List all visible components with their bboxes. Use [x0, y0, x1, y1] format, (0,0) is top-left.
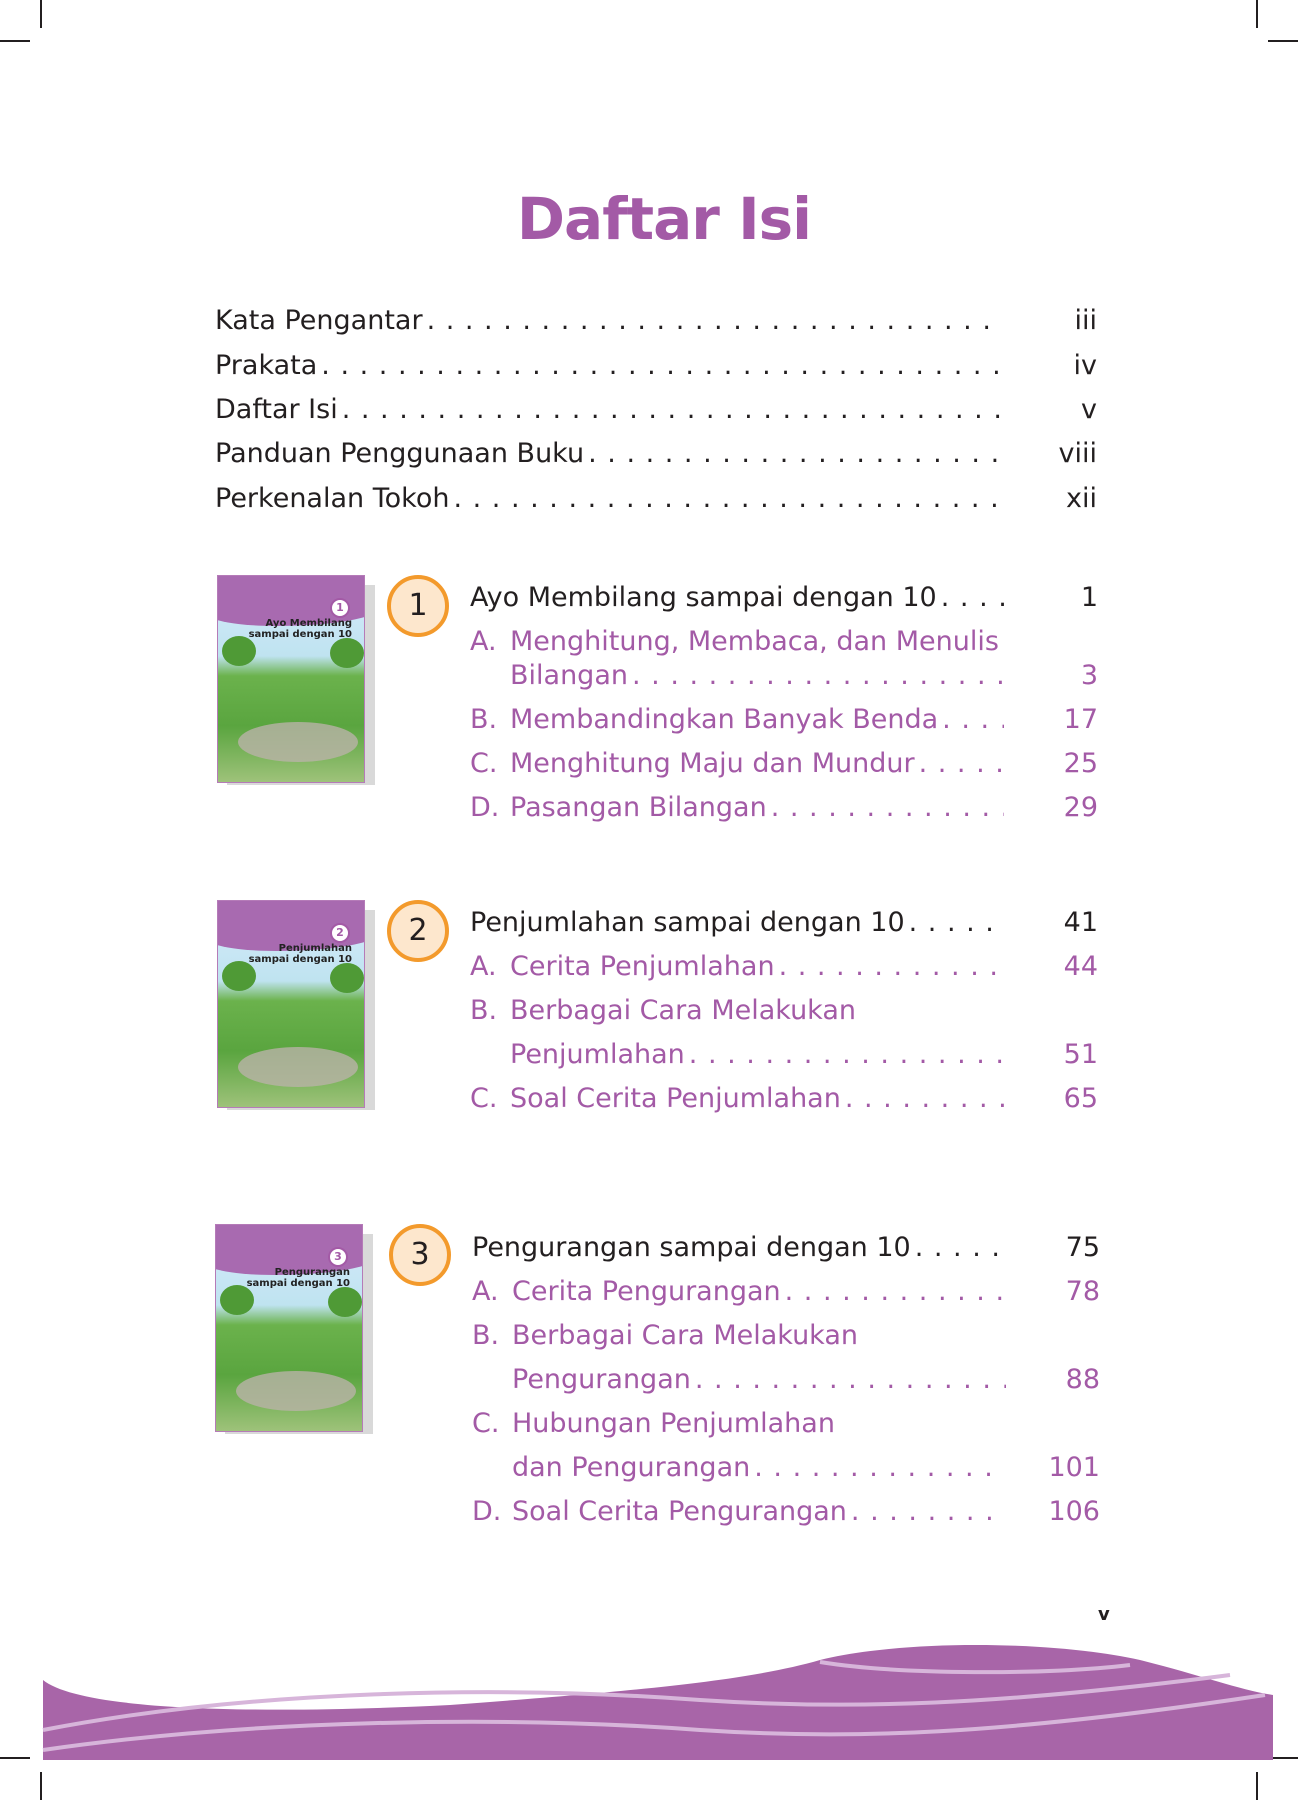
dot-leader [754, 1452, 1006, 1483]
section-title: Penjumlahan [510, 1039, 685, 1070]
cover-chapter-number: 3 [328, 1247, 348, 1267]
chapter-title: Ayo Membilang sampai dengan 10 [470, 582, 937, 613]
chapter-1-cover-thumbnail [217, 575, 365, 783]
toc-page: viii [1058, 438, 1097, 469]
cover-chapter-number: 1 [330, 598, 350, 618]
toc-page: iv [1073, 350, 1097, 381]
section-letter: B. [470, 704, 498, 735]
section-letter: A. [470, 951, 497, 982]
section-title: Hubungan Penjumlahan [512, 1408, 835, 1439]
section-entry[interactable] [470, 995, 1098, 1026]
dot-leader [588, 438, 1003, 469]
section-title: Menghitung, Membaca, dan Menulis [510, 626, 999, 657]
toc-entry[interactable] [215, 350, 1097, 381]
dot-leader [771, 792, 1004, 823]
crop-mark [1268, 40, 1298, 42]
dot-leader [632, 660, 1004, 691]
section-entry[interactable] [470, 951, 1098, 982]
chapter-number-badge: 2 [387, 900, 449, 962]
section-title: Membandingkan Banyak Benda [510, 704, 939, 735]
section-title: dan Pengurangan [512, 1452, 751, 1483]
page-title: Daftar Isi [516, 185, 812, 253]
section-entry[interactable] [470, 1083, 1098, 1114]
section-title: Soal Cerita Pengurangan [512, 1496, 847, 1527]
chapter-title: Penjumlahan sampai dengan 10 [470, 907, 905, 938]
toc-page: 29 [1063, 792, 1098, 823]
chapter-number-badge: 3 [389, 1224, 451, 1286]
section-letter: D. [472, 1496, 502, 1527]
toc-label: Kata Pengantar [215, 305, 423, 336]
section-letter: A. [470, 626, 497, 657]
section-entry[interactable] [470, 748, 1098, 779]
section-letter: C. [472, 1408, 500, 1439]
dot-leader [851, 1496, 1006, 1527]
section-title: Soal Cerita Penjumlahan [510, 1083, 841, 1114]
section-entry-continued[interactable] [512, 1452, 1100, 1483]
toc-page: 17 [1063, 704, 1098, 735]
toc-entry[interactable] [215, 394, 1097, 425]
toc-entry[interactable] [215, 305, 1097, 336]
dot-leader [915, 1232, 1006, 1263]
dot-leader [689, 1039, 1004, 1070]
toc-page: xii [1066, 483, 1097, 514]
dot-leader [845, 1083, 1004, 1114]
toc-page: 1 [1080, 582, 1098, 613]
crop-mark [0, 40, 30, 42]
toc-page: 3 [1080, 660, 1098, 691]
section-entry[interactable] [472, 1320, 1100, 1351]
section-letter: C. [470, 748, 498, 779]
toc-label: Panduan Penggunaan Buku [215, 438, 585, 469]
dot-leader [695, 1364, 1006, 1395]
dot-leader [779, 951, 1004, 982]
toc-page: 88 [1065, 1364, 1100, 1395]
chapter-title: Pengurangan sampai dengan 10 [472, 1232, 911, 1263]
section-letter: D. [470, 792, 500, 823]
crop-mark [1256, 0, 1258, 28]
section-letter: B. [472, 1320, 500, 1351]
toc-page: iii [1074, 305, 1097, 336]
page-number: v [1098, 1604, 1110, 1625]
section-entry-continued[interactable] [510, 1039, 1098, 1070]
dot-leader [785, 1276, 1006, 1307]
dot-leader [941, 582, 1004, 613]
section-title: Berbagai Cara Melakukan [512, 1320, 859, 1351]
crop-mark [40, 1772, 42, 1800]
chapter-heading[interactable] [470, 907, 1098, 938]
section-entry[interactable] [470, 704, 1098, 735]
chapter-2-cover-thumbnail [217, 900, 365, 1108]
toc-label: Perkenalan Tokoh [215, 483, 450, 514]
section-title: Cerita Penjumlahan [510, 951, 775, 982]
toc-page: 44 [1063, 951, 1098, 982]
section-letter: A. [472, 1276, 499, 1307]
section-title: Pengurangan [512, 1364, 691, 1395]
chapter-heading[interactable] [472, 1232, 1100, 1263]
section-letter: B. [470, 995, 498, 1026]
toc-page: 75 [1065, 1232, 1100, 1263]
dot-leader [942, 704, 1004, 735]
dot-leader [919, 748, 1004, 779]
chapter-number-badge: 1 [387, 575, 449, 637]
section-entry-continued[interactable] [510, 660, 1098, 691]
dot-leader [321, 350, 1003, 381]
cover-title: Ayo Membilang sampai dengan 10 [248, 618, 352, 640]
toc-page: 78 [1065, 1276, 1100, 1307]
toc-page: 101 [1048, 1452, 1100, 1483]
chapter-heading[interactable] [470, 582, 1098, 613]
chapter-3-cover-thumbnail [215, 1224, 363, 1432]
section-title: Menghitung Maju dan Mundur [510, 748, 915, 779]
dot-leader [342, 394, 1003, 425]
section-title: Pasangan Bilangan [510, 792, 767, 823]
crop-mark [1256, 1772, 1258, 1800]
toc-page: v [1081, 394, 1097, 425]
section-entry[interactable] [472, 1276, 1100, 1307]
footer-wave-decoration [0, 1640, 1298, 1770]
section-entry[interactable] [470, 792, 1098, 823]
section-title: Bilangan [510, 660, 628, 691]
cover-chapter-number: 2 [330, 923, 350, 943]
toc-page: 25 [1063, 748, 1098, 779]
section-entry-continued[interactable] [512, 1364, 1100, 1395]
section-entry[interactable] [472, 1496, 1100, 1527]
dot-leader [427, 305, 1003, 336]
section-title: Cerita Pengurangan [512, 1276, 781, 1307]
toc-label: Daftar Isi [215, 394, 338, 425]
toc-page: 51 [1063, 1039, 1098, 1070]
section-title: Berbagai Cara Melakukan [510, 995, 857, 1026]
toc-label: Prakata [215, 350, 318, 381]
crop-mark [40, 0, 42, 28]
toc-entry[interactable] [215, 483, 1097, 514]
dot-leader [453, 483, 1003, 514]
dot-leader [909, 907, 1004, 938]
section-entry[interactable] [472, 1408, 1100, 1439]
toc-page: 41 [1063, 907, 1098, 938]
cover-title: Pengurangan sampai dengan 10 [246, 1267, 350, 1289]
toc-entry[interactable] [215, 438, 1097, 469]
section-entry[interactable] [470, 626, 1098, 657]
toc-page: 106 [1048, 1496, 1100, 1527]
section-letter: C. [470, 1083, 498, 1114]
cover-title: Penjumlahan sampai dengan 10 [248, 943, 352, 965]
toc-page: 65 [1063, 1083, 1098, 1114]
